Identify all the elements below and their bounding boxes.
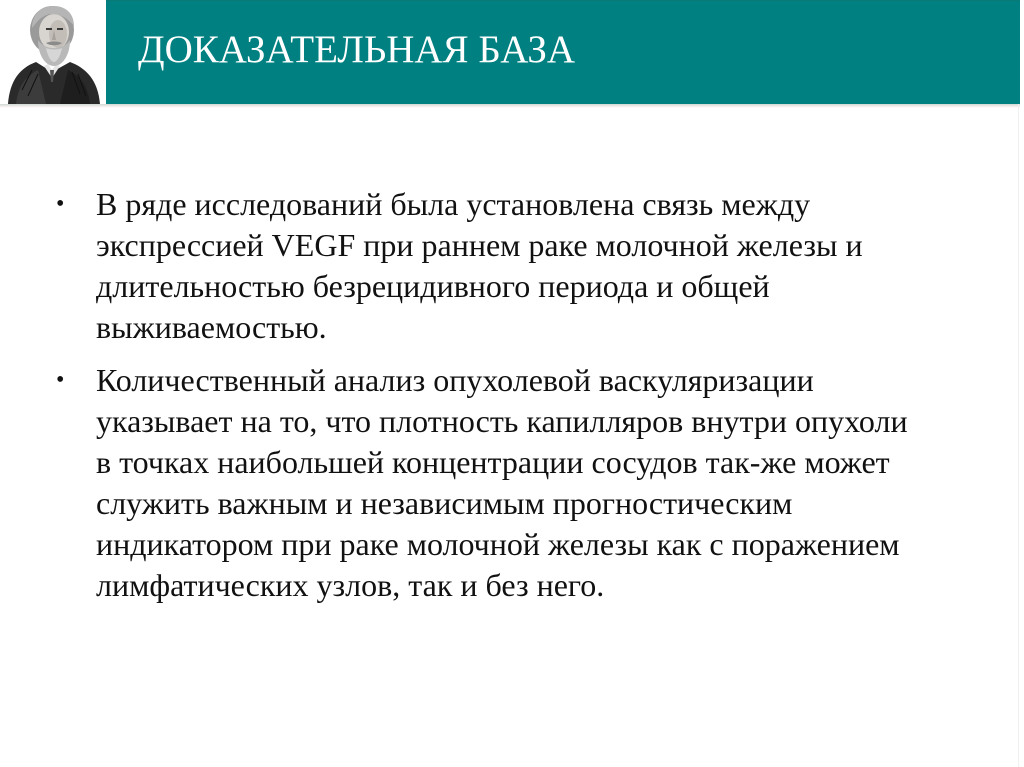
bullet-icon: • (56, 367, 65, 393)
bullet-text-line: в точках наибольшей концентрации сосудов так-же может (96, 444, 890, 480)
slide-header (0, 0, 1020, 104)
slide-title: ДОКАЗАТЕЛЬНАЯ БАЗА (138, 28, 576, 71)
bullet-text-line: выживаемостью. (96, 309, 327, 345)
bullet-text-line: служить важным и независимым прогностическим (96, 485, 793, 521)
bullet-item (56, 360, 986, 606)
slide-right-border (1018, 104, 1019, 767)
bullet-text-line: индикатором при раке молочной железы как с поражением (96, 526, 900, 562)
portrait-engraving-icon (2, 0, 104, 104)
header-divider (0, 104, 1020, 108)
portrait-image (0, 0, 106, 104)
title-bar (106, 0, 1020, 104)
bullet-text-line: Количественный анализ опухолевой васкуляризации (96, 362, 814, 398)
bullet-text-line: лимфатических узлов, так и без него. (96, 567, 605, 603)
bullet-item (56, 184, 986, 348)
bullet-text-line: длительностью безрецидивного периода и общей (96, 268, 770, 304)
bullet-text-line: экспрессией VEGF при раннем раке молочной железы и (96, 227, 863, 263)
bullet-text-line: указывает на то, что плотность капилляров внутри опухоли (96, 403, 908, 439)
slide-body (56, 184, 986, 618)
bullet-text-line: В ряде исследований была установлена связь между (96, 186, 811, 222)
bullet-icon: • (56, 191, 65, 217)
